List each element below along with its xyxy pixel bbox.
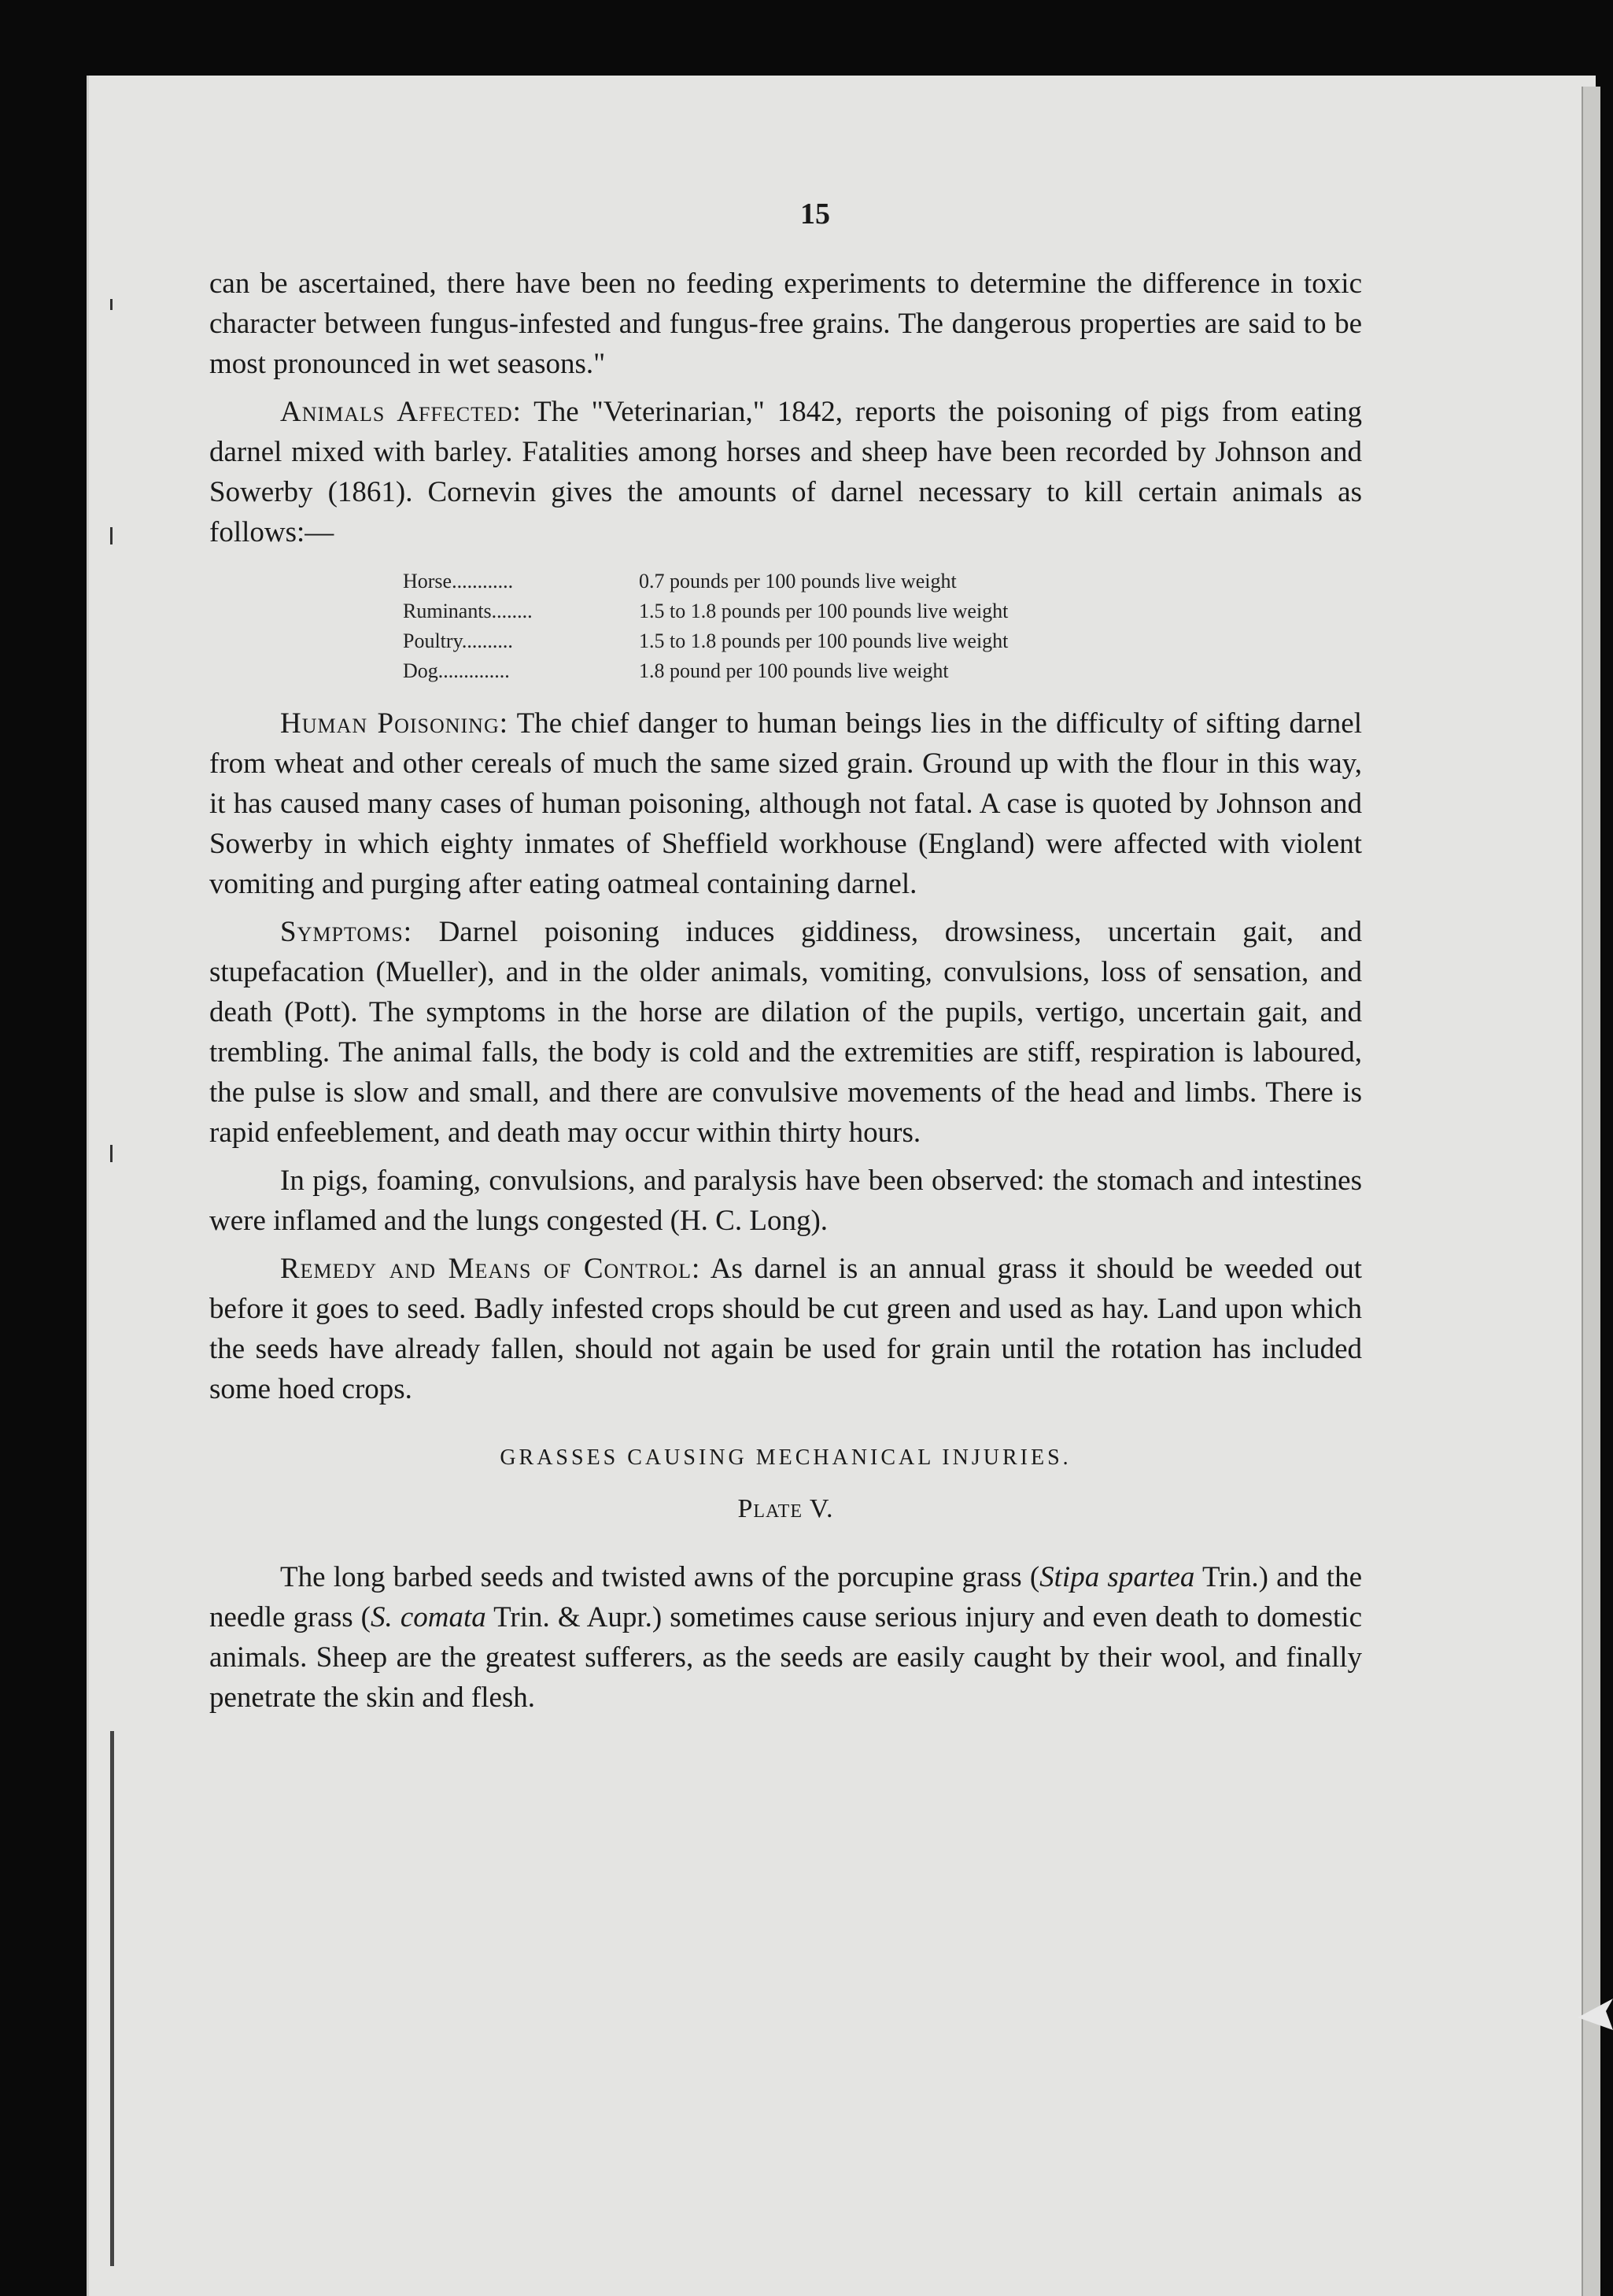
section-heading: GRASSES CAUSING MECHANICAL INJURIES. [500,1445,1072,1470]
page-body [209,264,1362,1726]
paragraph-pigs: In pigs, foaming, convulsions, and paralysis have been observed: the stomach and intestines were inflamed and the lungs congested (H. C. Long). [209,1165,1362,1237]
plate-label: Plate V. [737,1494,834,1523]
paragraph-symptoms [209,912,1362,1153]
table-cell: Poultry.......... [403,629,513,652]
paragraph-text: Darnel poisoning induces giddiness, drowsiness, uncertain gait, and stupefacation (Mueller), and in the older animals, vomiting, convulsions, loss of sensation, and death (Pott). The symptoms in the horse are dilation of the pupils, vertigo, uncertain gait, and trembling. The animal falls, the body is cold and the extremities are stiff, respiration is laboured, the pulse is slow and small, and there are convulsive movements of the head and limbs. There is rapid enfeeblement, and death may occur within thirty hours. [209,916,1362,1149]
paragraph-text: Trin.) and the needle grass ( [209,1561,1362,1633]
section-label: Symptoms: [280,916,412,948]
page-number: 15 [800,197,830,231]
paragraph-remedy [209,1249,1362,1409]
paragraph-continued: can be ascertained, there have been no feeding experiments to determine the difference in toxic character between fungus-infested and fungus-free grains. The dangerous properties are said to be most pronounced in wet seasons." [209,268,1362,380]
margin-mark [110,527,113,544]
page-edge [1582,87,1600,2296]
table-row [403,656,1008,686]
margin-mark [110,1145,113,1162]
species-name: S. comata [371,1601,486,1633]
table-row [403,596,1008,626]
section-label: Remedy and Means of Control: [280,1253,701,1285]
table-cell: 0.7 pounds per 100 pounds live weight [639,570,957,592]
table-cell: 1.5 to 1.8 pounds per 100 pounds live weight [639,629,1009,652]
table-cell: Ruminants........ [403,600,533,622]
table-cell: Dog.............. [403,659,510,682]
table-cell: 1.5 to 1.8 pounds per 100 pounds live weight [639,600,1009,622]
species-name: Stipa spartea [1039,1561,1195,1593]
table-cell: Horse............ [403,570,514,592]
paragraph-text: The chief danger to human beings lies in the difficulty of sifting darnel from wheat and other cereals of much the same sized grain. Ground up with the flour in this way, it has caused many cases of human poisoning, although not fatal. A case is quoted by Johnson and Sowerby in which eighty inmates of Sheffield workhouse (England) were affected with violent vomiting and purging after eating oatmeal containing darnel. [209,707,1362,900]
paragraph-human-poisoning [209,703,1362,904]
table-row [403,567,1008,596]
section-label: Human Poisoning: [280,707,509,740]
table-row [403,626,1008,656]
table-cell: 1.8 pound per 100 pounds live weight [639,659,949,682]
paragraph-text: The "Veterinarian," 1842, reports the poisoning of pigs from eating darnel mixed with barley. Fatalities among horses and sheep have been recorded by Johnson and Sowerby (1861). Cornevin gives the amounts of darnel necessary to kill certain animals as follows:— [209,396,1362,548]
paragraph-grasses [209,1557,1362,1718]
margin-edge-line [110,1731,114,2266]
paragraph-animals-affected [209,392,1362,552]
paragraph-text: The long barbed seeds and twisted awns of the porcupine grass ( [280,1561,1040,1593]
margin-mark [110,299,113,310]
section-label: Animals Affected: [280,396,522,428]
dose-table [403,567,1008,686]
paragraph-text: As darnel is an annual grass it should be weeded out before it goes to seed. Badly infested crops should be cut green and used as hay. Land upon which the seeds have already fallen, should not again be used for grain until the rotation has included some hoed crops. [209,1253,1362,1405]
paragraph-text: Trin. & Aupr.) sometimes cause serious injury and even death to domestic animals. Sheep are the greatest sufferers, as the seeds are easily caught by their wool, and finally penetrate the skin and flesh. [209,1601,1362,1714]
